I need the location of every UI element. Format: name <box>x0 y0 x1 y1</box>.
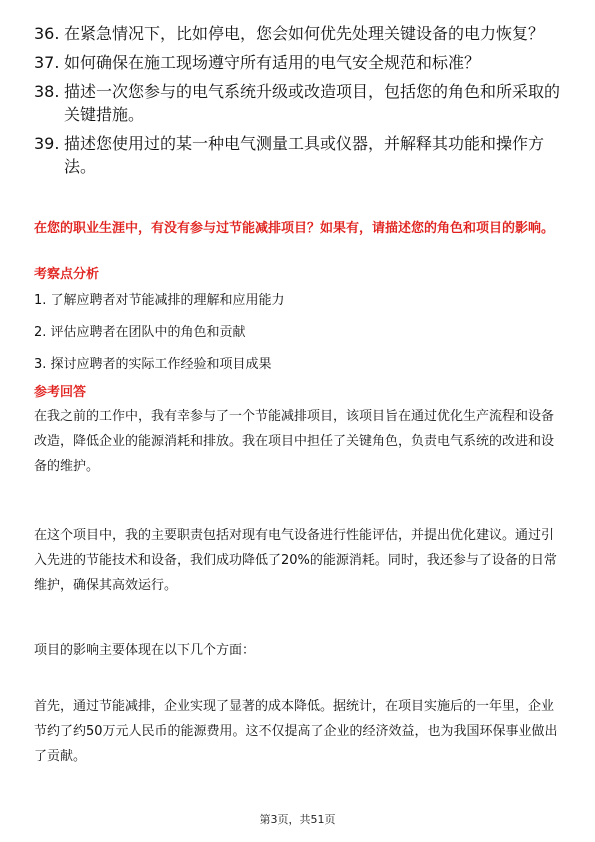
answer-paragraph: 项目的影响主要体现在以下几个方面： <box>34 643 256 658</box>
analysis-point: 1. 了解应聘者对节能减排的理解和应用能力 <box>34 293 285 308</box>
analysis-points <box>34 291 574 387</box>
question-item <box>34 80 574 126</box>
answer-title: 参考回答 <box>34 385 87 400</box>
page-number: 第3页，共51页 <box>259 813 336 826</box>
question-text: 如何确保在施工现场遵守所有适用的电气安全规范和标准？ <box>64 53 481 72</box>
featured-question: 在您的职业生涯中，有没有参与过节能减排项目？如果有，请描述您的角色和项目的影响。 <box>34 221 555 236</box>
question-list <box>34 22 574 184</box>
question-text: 描述您使用过的某一种电气测量工具或仪器，并解释其功能和操作方法。 <box>64 134 545 176</box>
question-number: 36. <box>34 24 60 43</box>
answer-paragraph: 在这个项目中，我的主要职责包括对现有电气设备进行性能评估，并提出优化建议。通过引入先进的节能技术和设备，我们成功降低了20%的能源消耗。同时，我还参与了设备的日常维护，确保其高效运行。 <box>34 528 557 593</box>
answer-paragraph: 在我之前的工作中，我有幸参与了一个节能减排项目，该项目旨在通过优化生产流程和设备改造，降低企业的能源消耗和排放。我在项目中担任了关键角色，负责电气系统的改进和设备的维护。 <box>34 409 555 474</box>
question-number: 38. <box>34 82 60 101</box>
analysis-point: 3. 探讨应聘者的实际工作经验和项目成果 <box>34 357 272 372</box>
question-text: 描述一次您参与的电气系统升级或改造项目，包括您的角色和所采取的关键措施。 <box>64 82 561 124</box>
question-number: 37. <box>34 53 60 72</box>
question-item <box>34 51 574 74</box>
question-item <box>34 132 574 178</box>
analysis-title: 考察点分析 <box>34 267 100 282</box>
question-text: 在紧急情况下，比如停电，您会如何优先处理关键设备的电力恢复？ <box>64 24 545 43</box>
analysis-point: 2. 评估应聘者在团队中的角色和贡献 <box>34 325 246 340</box>
question-number: 39. <box>34 134 60 153</box>
answer-paragraph: 首先，通过节能减排，企业实现了显著的成本降低。据统计，在项目实施后的一年里，企业节约了约50万元人民币的能源费用。这不仅提高了企业的经济效益，也为我国环保事业做出了贡献。 <box>34 699 558 764</box>
question-item <box>34 22 574 45</box>
